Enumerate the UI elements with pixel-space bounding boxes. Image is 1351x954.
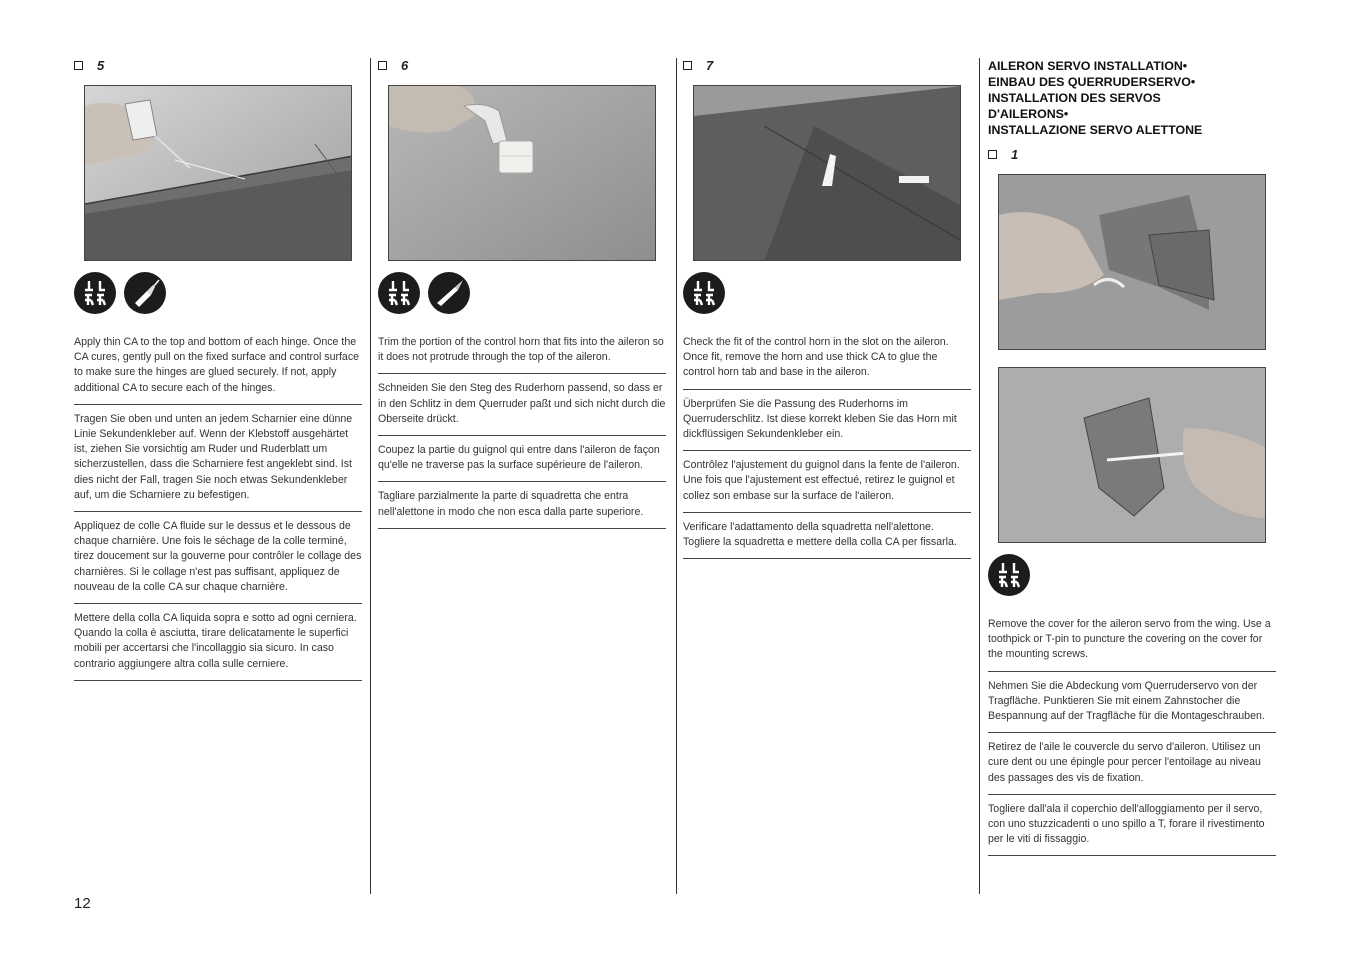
left-right-aileron-icon — [378, 272, 420, 314]
step-header — [988, 144, 1276, 164]
checkbox-icon[interactable] — [988, 150, 997, 159]
instruction-fr: Contrôlez l'ajustement du guignol dans la fente de l'aileron. Une fois que l'ajustement est effectué, retirez le guignol et collez son embase sur la surface de l'aileron. — [683, 458, 971, 513]
aileron-servo-column — [988, 55, 1276, 863]
checkbox-icon[interactable] — [74, 61, 83, 70]
checkbox-icon[interactable] — [683, 61, 692, 70]
step-6-column — [378, 55, 666, 536]
instruction-de: Überprüfen Sie die Passung des Ruderhorns im Querruderschlitz. Ist diese korrekt kleben Sie das Horn mit dickflüssigen Sekundenkleber ein. — [683, 397, 971, 452]
instruction-en: Trim the portion of the control horn that fits into the aileron so it does not protrude through the top of the aileron. — [378, 335, 666, 374]
instruction-de: Nehmen Sie die Abdeckung vom Querruderservo von der Tragfläche. Punktieren Sie mit einem Zahnstocher die Bespannung auf der Tragfläche für die Montageschrauben. — [988, 679, 1276, 734]
instruction-fr: Retirez de l'aile le couvercle du servo d'aileron. Utilisez un cure dent ou une épingle pour percer l'entoilage au niveau des passages des vis de fixation. — [988, 740, 1276, 795]
column-divider — [676, 58, 677, 894]
step-header — [378, 55, 666, 75]
left-right-aileron-icon — [683, 272, 725, 314]
instruction-it: Verificare l'adattamento della squadretta nell'alettone. Togliere la squadretta e mettere della colla CA per fissarla. — [683, 520, 971, 559]
instruction-en: Apply thin CA to the top and bottom of each hinge. Once the CA cures, gently pull on the fixed surface and control surface to make sure the hinges are glued securely. If not, apply additional CA to secure each of the hinges. — [74, 335, 362, 405]
step-header — [683, 55, 971, 75]
step-number: 5 — [97, 57, 105, 73]
checkbox-icon[interactable] — [378, 61, 387, 70]
instruction-de: Schneiden Sie den Steg des Ruderhorn passend, so dass er in den Schlitz in dem Querruder paßt und sich nicht durch die Oberseite drückt. — [378, 381, 666, 436]
photo-applying-ca-to-hinge — [84, 85, 352, 261]
instruction-de: Tragen Sie oben und unten an jedem Scharnier eine dünne Linie Sekundenkleber auf. Wenn der Klebstoff ausgehärtet ist, ziehen Sie vorsichtig am Ruder und Ruderblatt um sicherzustellen, dass die Scharniere fest angeklebt sind. Ist dies nicht der Fall, tragen Sie noch etwas Sekundenkleber auf, um die Scharniere zu befestigen. — [74, 412, 362, 512]
step-header — [74, 55, 362, 75]
photo-toothpick-puncture — [998, 367, 1266, 543]
step-7-column — [683, 55, 971, 566]
step-number: 7 — [706, 57, 714, 73]
instruction-it: Togliere dall'ala il coperchio dell'alloggiamento per il servo, con uno stuzzicadenti o uno spillo a T, forare il rivestimento per le viti di fissaggio. — [988, 802, 1276, 857]
photo-control-horn-fit — [693, 85, 961, 261]
column-divider — [370, 58, 371, 894]
step-number: 6 — [401, 57, 409, 73]
instruction-it: Tagliare parzialmente la parte di squadretta che entra nell'alettone in modo che non esca dalla parte superiore. — [378, 489, 666, 528]
instruction-it: Mettere della colla CA liquida sopra e sotto ad ogni cerniera. Quando la colla è asciutta, tirare delicatamente le superfici mobili per accertarsi che l'incollaggio sia sicuro. In caso contrario aggiungere altra colla sulle cerniere. — [74, 611, 362, 681]
left-right-aileron-icon — [74, 272, 116, 314]
column-divider — [979, 58, 980, 894]
photo-trimming-control-horn — [388, 85, 656, 261]
step-5-column — [74, 55, 362, 688]
instruction-fr: Appliquez de colle CA fluide sur le dessus et le dessous de chaque charnière. Une fois le séchage de la colle terminé, tirez doucement sur la gouverne pour contrôler le collage des charnières. Si le collage n'est pas suffisant, appliquez de nouveau de la colle CA sur chaque charnière. — [74, 519, 362, 604]
instruction-fr: Coupez la partie du guignol qui entre dans l'aileron de façon qu'elle ne traverse pas la surface supérieure de l'aileron. — [378, 443, 666, 482]
left-right-aileron-icon — [988, 554, 1030, 596]
instruction-en: Remove the cover for the aileron servo from the wing. Use a toothpick or T-pin to puncture the covering on the cover for the mounting screws. — [988, 617, 1276, 672]
section-heading: AILERON SERVO INSTALLATION• EINBAU DES QUERRUDERSERVO• INSTALLATION DES SERVOS D'AILERONS• INSTALLAZIONE SERVO ALETTONE — [988, 59, 1203, 137]
page-number: 12 — [74, 895, 91, 912]
photo-servo-cover-removal — [998, 174, 1266, 350]
ca-glue-bottle-icon — [124, 272, 166, 314]
hobby-knife-icon — [428, 272, 470, 314]
step-number: 1 — [1011, 146, 1019, 162]
instruction-en: Check the fit of the control horn in the slot on the aileron. Once fit, remove the horn and use thick CA to glue the control horn tab and base in the aileron. — [683, 335, 971, 390]
